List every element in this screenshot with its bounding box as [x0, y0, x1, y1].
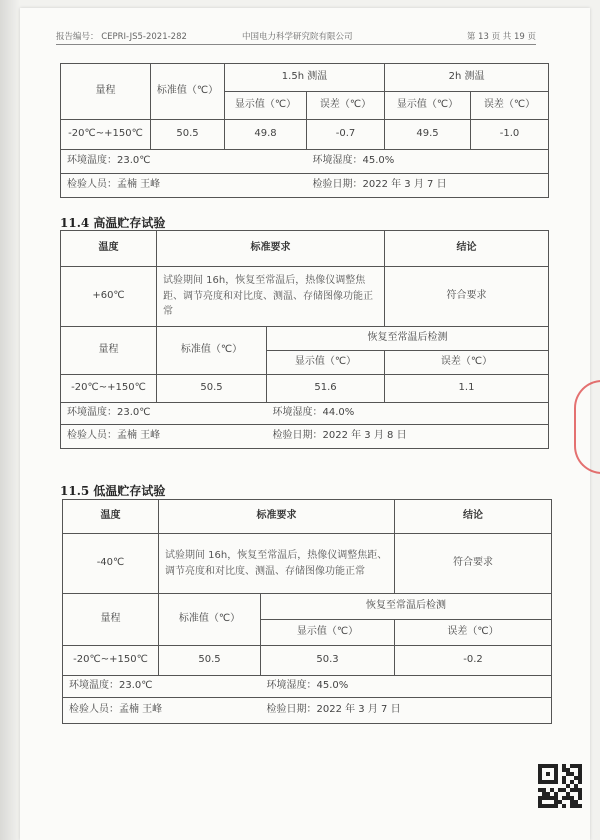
- cell-error-2h: -1.0: [471, 120, 549, 150]
- report-number: 报告编号： CEPRI-JS5-2021-282: [56, 32, 187, 42]
- cell-error: 1.1: [385, 375, 549, 403]
- cell-error: -0.2: [395, 646, 552, 676]
- header-1-5h: 1.5h 测温: [225, 64, 385, 92]
- cell-error-1-5h: -0.7: [307, 120, 385, 150]
- env-humidity: 环境湿度：45.0%: [307, 150, 549, 174]
- header-display: 显示值（℃）: [267, 351, 385, 375]
- table-low-temp-storage: [62, 499, 552, 724]
- inspection-date: 检验日期：2022 年 3 月 7 日: [307, 174, 549, 198]
- organization-name: 中国电力科学研究院有限公司: [242, 32, 353, 42]
- cell-display-2h: 49.5: [385, 120, 471, 150]
- cell-standard: 50.5: [159, 646, 261, 676]
- header-recover: 恢复至常温后检测: [267, 327, 549, 351]
- env-temperature: 环境温度：23.0℃: [63, 676, 261, 698]
- env-temperature: 环境温度：23.0℃: [61, 403, 267, 425]
- inspectors: 检验人员：孟楠 王峰: [61, 425, 267, 449]
- header-display-2h: 显示值（℃）: [385, 92, 471, 120]
- header-standard: 标准值（℃）: [151, 64, 225, 120]
- header-requirement: 标准要求: [157, 231, 385, 267]
- inspectors: 检验人员：孟楠 王峰: [63, 698, 261, 724]
- section-title-11-4: 11.4 高温贮存试验: [60, 216, 166, 230]
- header-error-2h: 误差（℃）: [471, 92, 549, 120]
- header-divider: [56, 44, 536, 45]
- seal-stamp-icon: [574, 380, 600, 474]
- inspectors: 检验人员：孟楠 王峰: [61, 174, 307, 198]
- cell-temperature: +60℃: [61, 267, 157, 327]
- header-conclusion: 结论: [395, 500, 552, 534]
- cell-display: 50.3: [261, 646, 395, 676]
- header-range: 量程: [63, 594, 159, 646]
- header-conclusion: 结论: [385, 231, 549, 267]
- cell-range: -20℃~+150℃: [61, 375, 157, 403]
- page-header: [56, 30, 536, 44]
- env-temperature: 环境温度：23.0℃: [61, 150, 307, 174]
- header-2h: 2h 测温: [385, 64, 549, 92]
- env-humidity: 环境湿度：45.0%: [261, 676, 552, 698]
- qr-code-icon: [538, 764, 582, 808]
- header-recover: 恢复至常温后检测: [261, 594, 552, 620]
- cell-standard: 50.5: [151, 120, 225, 150]
- header-temperature: 温度: [63, 500, 159, 534]
- section-title-11-5: 11.5 低温贮存试验: [60, 484, 166, 498]
- cell-display: 51.6: [267, 375, 385, 403]
- header-standard: 标准值（℃）: [157, 327, 267, 375]
- header-range: 量程: [61, 64, 151, 120]
- header-requirement: 标准要求: [159, 500, 395, 534]
- cell-standard: 50.5: [157, 375, 267, 403]
- header-range: 量程: [61, 327, 157, 375]
- table-high-temp-storage: [60, 230, 549, 449]
- cell-display-1-5h: 49.8: [225, 120, 307, 150]
- cell-conclusion: 符合要求: [385, 267, 549, 327]
- cell-conclusion: 符合要求: [395, 534, 552, 594]
- cell-temperature: -40℃: [63, 534, 159, 594]
- header-standard: 标准值（℃）: [159, 594, 261, 646]
- cell-requirement: 试验期间 16h，恢复至常温后，热像仪调整焦距、调节亮度和对比度、测温、存储图像功能正常: [157, 267, 385, 327]
- cell-range: -20℃~+150℃: [61, 120, 151, 150]
- header-error: 误差（℃）: [395, 620, 552, 646]
- table-continued-measurement: [60, 63, 549, 198]
- header-error-1-5h: 误差（℃）: [307, 92, 385, 120]
- header-display: 显示值（℃）: [261, 620, 395, 646]
- env-humidity: 环境湿度：44.0%: [267, 403, 549, 425]
- cell-requirement: 试验期间 16h，恢复至常温后，热像仪调整焦距、调节亮度和对比度、测温、存储图像功能正常: [159, 534, 395, 594]
- header-display-1-5h: 显示值（℃）: [225, 92, 307, 120]
- header-temperature: 温度: [61, 231, 157, 267]
- inspection-date: 检验日期：2022 年 3 月 7 日: [261, 698, 552, 724]
- page-number: 第 13 页 共 19 页: [466, 32, 536, 42]
- inspection-date: 检验日期：2022 年 3 月 8 日: [267, 425, 549, 449]
- scan-edge-shadow: [0, 0, 20, 840]
- cell-range: -20℃~+150℃: [63, 646, 159, 676]
- header-error: 误差（℃）: [385, 351, 549, 375]
